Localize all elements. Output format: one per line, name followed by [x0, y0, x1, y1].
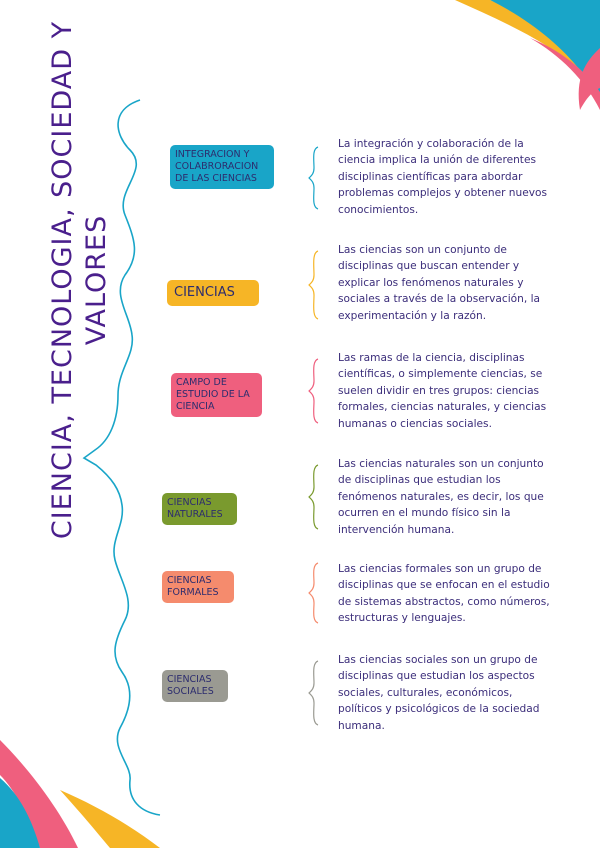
brace-ciencias — [308, 250, 320, 320]
brace-ciencias-naturales — [308, 464, 320, 530]
main-title: CIENCIA, TECNOLOGIA, SOCIEDAD Y VALORES — [47, 20, 112, 540]
description-ciencias: Las ciencias son un conjunto de disciplinas que buscan entender y explicar los fenómenos naturales y sociales a través de la observación, la experimentación y la razón. — [338, 244, 541, 322]
label-ciencias-sociales: CIENCIAS SOCIALES — [162, 670, 228, 702]
bottom-left-yellow-wave — [60, 790, 160, 848]
brace-ciencias-sociales — [308, 660, 320, 726]
brace-campo-de-estudio — [308, 358, 320, 424]
brace-integracion — [308, 146, 320, 210]
description-integracion: La integración y colaboración de la ciencia implica la unión de diferentes disciplinas científicas para abordar problemas complejos y obtener nuevos conocimientos. — [338, 138, 548, 216]
description-ciencias-formales: Las ciencias formales son un grupo de disciplinas que se enfocan en el estudio de sistemas abstractos, como números, estructuras y lenguajes. — [338, 563, 550, 625]
label-ciencias: CIENCIAS — [167, 280, 259, 306]
description-ciencias-sociales: Las ciencias sociales son un grupo de disciplinas que estudian los aspectos sociales, culturales, económicos, políticos y psicológicos de la sociedad humana. — [338, 654, 540, 732]
label-campo-de-estudio: CAMPO DE ESTUDIO DE LA CIENCIA — [171, 373, 262, 417]
label-integracion: INTEGRACION Y COLABRORACION DE LAS CIENCIAS — [170, 145, 274, 189]
label-ciencias-formales: CIENCIAS FORMALES — [162, 571, 234, 603]
brace-ciencias-formales — [308, 562, 320, 624]
label-ciencias-naturales: CIENCIAS NATURALES — [162, 493, 237, 525]
description-ciencias-naturales: Las ciencias naturales son un conjunto de disciplinas que estudian los fenómenos naturales, es decir, los que ocurren en el mundo físico sin la intervención humana. — [338, 458, 544, 536]
description-campo-de-estudio: Las ramas de la ciencia, disciplinas científicas, o simplemente ciencias, se suelen dividir en tres grupos: ciencias formales, ciencias naturales, y ciencias humanas o ciencias sociales. — [338, 352, 547, 430]
